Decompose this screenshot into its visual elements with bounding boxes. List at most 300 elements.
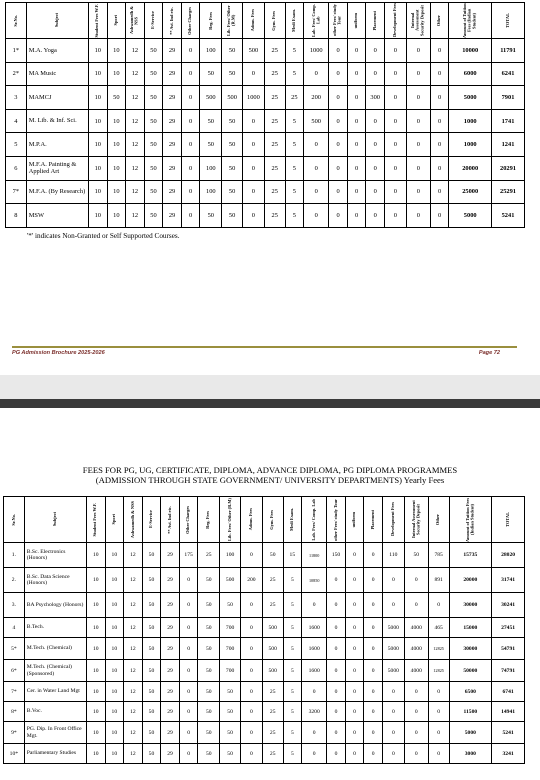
column-header [24,497,86,543]
table-cell: 50 [220,593,241,618]
column-header [200,3,222,39]
table-cell: 0 [327,682,346,702]
table-cell: 0 [329,109,348,133]
column-header-label: E-Service [148,510,154,529]
table-cell: 10 [87,593,106,618]
table-cell: 10 [89,109,108,133]
table-cell: 300 [366,86,385,110]
table-cell: 0 [406,62,430,86]
table-cell: 10* [4,744,25,764]
table-cell: 10 [107,109,126,133]
column-header-label: Subject [54,13,60,28]
table-cell: 0 [364,568,383,593]
column-header-label: Lab. Fees/ Comp. Lab [310,4,321,37]
table-cell: 50 [222,62,243,86]
table-cell: 500 [220,568,241,593]
table-cell: 50 [142,593,161,618]
table-cell: 0 [382,702,404,722]
table-cell: 100 [220,543,241,568]
table-cell: 0 [428,593,449,618]
table-cell: 0 [347,86,366,110]
table-cell: 50 [222,133,243,157]
table-cell: 8* [4,702,25,722]
column-header [345,497,364,543]
table-cell: 10 [107,156,126,180]
table-row [4,660,525,682]
table-cell: 11800 [302,543,327,568]
table-row [6,109,525,133]
table-cell: 12 [124,618,143,638]
table-cell: 700 [220,618,241,638]
table-cell: 5 [283,744,302,764]
table-cell: 0 [181,39,200,63]
column-header-label: Medi Exam. [291,9,297,32]
table-cell: 0 [329,156,348,180]
table-header-row [6,3,525,39]
table-cell: 1* [6,39,27,63]
table-cell: 0 [366,133,385,157]
table-cell: 50 [107,86,126,110]
table-cell: 0 [404,682,428,702]
table-cell: 5000 [382,618,404,638]
table-cell: 50 [222,204,243,228]
table-cell: 5 [283,568,302,593]
table-cell: 1600 [302,618,327,638]
table-cell: 50 [142,744,161,764]
table-cell: 10 [87,568,106,593]
table-cell: 500 [262,638,283,660]
table-row [4,593,525,618]
table-cell: M.Tech. (Chemical) [24,638,86,660]
table-cell: 6241 [492,62,525,86]
table-cell: 4000 [404,638,428,660]
table-cell: 0 [384,86,406,110]
table-cell: M.A. Yoga [26,39,88,63]
table-cell: 0 [179,660,198,682]
table-cell: 0 [181,109,200,133]
column-header [449,497,492,543]
table-cell: 0 [366,62,385,86]
column-header [142,497,161,543]
table-cell: 0 [430,156,449,180]
table-cell: 50 [144,156,163,180]
table-cell: 1000 [449,133,492,157]
column-header-label: Admn. Fees [248,508,254,531]
table-cell: 500 [304,109,329,133]
column-header-label: Placement [371,10,377,31]
column-header-label: Other [436,14,442,27]
table-cell: 100 [200,156,222,180]
table-cell: 10 [89,39,108,63]
table-cell: 0 [242,156,264,180]
table-row [6,86,525,110]
table-cell: 0 [428,682,449,702]
table-cell: 50 [142,702,161,722]
table-cell: 0 [240,543,262,568]
table-cell: 50 [222,39,243,63]
column-header [264,3,285,39]
table-cell: 0 [382,682,404,702]
table-cell: 0 [364,722,383,744]
table-row [6,156,525,180]
table-cell: 0 [384,180,406,204]
table-cell: 50 [142,682,161,702]
table-cell: 50 [200,62,222,86]
column-header [222,3,243,39]
table-cell: 25291 [492,180,525,204]
table-cell: 6* [4,660,25,682]
table-cell: 10 [87,660,106,682]
column-header [492,497,525,543]
table-cell: 0 [181,62,200,86]
column-header-label: TOTAL [504,13,510,28]
table-cell: 0 [364,702,383,722]
table-cell: 50 [142,568,161,593]
table-cell: 110 [382,543,404,568]
fees-table-ug-diploma [3,496,525,764]
table-cell: 0 [242,133,264,157]
table-cell: 1000 [304,39,329,63]
table-cell: 25 [264,133,285,157]
table-cell: 0 [240,618,262,638]
column-header [163,3,182,39]
table-cell: 50 [198,593,220,618]
table-cell: 29 [161,722,180,744]
table-row [6,180,525,204]
table-cell: 50 [142,660,161,682]
table-cell: 5 [285,156,304,180]
table-cell: 29 [163,204,182,228]
brochure-page-72 [0,0,540,375]
table-cell: 10 [87,543,106,568]
table-cell: 12 [126,133,145,157]
table-cell: 5241 [492,722,525,744]
table-cell: 3200 [302,702,327,722]
column-header-label: Other [435,513,441,526]
table-row [6,39,525,63]
table-cell: 0 [327,618,346,638]
table-row [4,568,525,593]
table-cell: 0 [347,62,366,86]
table-cell: 0 [179,638,198,660]
table-cell: 10 [107,180,126,204]
table-cell: 12825 [428,638,449,660]
table-cell: 0 [302,593,327,618]
table-cell: 12 [124,660,143,682]
table-cell: 50 [220,702,241,722]
table-cell: 0 [345,593,364,618]
table-cell: 25000 [449,180,492,204]
table-cell: 5000 [449,86,492,110]
column-header-label: Lib. Fees/ Other (R.M) [226,5,237,36]
column-header-label: Other Charges [185,505,191,534]
table-cell: 0 [302,682,327,702]
table-cell: 0 [364,682,383,702]
column-header [126,3,145,39]
table-cell: 5000 [382,638,404,660]
table-cell: 0 [179,593,198,618]
table-cell: 25 [264,109,285,133]
table-cell: 0 [347,180,366,204]
table-cell: 11500 [449,702,492,722]
table-cell: 1741 [492,109,525,133]
table-cell: 29 [161,702,180,722]
table-cell: 50 [198,744,220,764]
table-cell: 0 [406,86,430,110]
table-cell: 0 [430,86,449,110]
table-cell: 3000 [449,744,492,764]
table-cell: 0 [327,722,346,744]
table-cell: 5 [285,133,304,157]
table-cell: 7* [6,180,27,204]
table-cell: 465 [428,618,449,638]
table-cell: 5 [283,593,302,618]
table-cell: 10 [87,744,106,764]
column-header [262,497,283,543]
table-cell: 0 [329,204,348,228]
table-cell: MSW [26,204,88,228]
fees-table-pg [5,2,525,228]
table-cell: 0 [382,744,404,764]
table-cell: 0 [384,62,406,86]
table-cell: 50 [200,204,222,228]
table-cell: 1600 [302,638,327,660]
table-cell: 2* [6,62,27,86]
table-cell: 0 [406,156,430,180]
column-header-label: Sr.No. [10,513,16,526]
table-cell: 10000 [449,39,492,63]
column-header [327,497,346,543]
table-cell: 0 [329,86,348,110]
table-cell: 31741 [492,568,525,593]
table-cell: 50 [144,62,163,86]
table-cell: 0 [327,744,346,764]
table-cell: 500 [262,618,283,638]
table-cell: B.Voc. [24,702,86,722]
table-cell: 10 [105,568,124,593]
table-cell: 6741 [492,682,525,702]
column-header [283,497,302,543]
table-cell: 0 [304,156,329,180]
column-header-label: TOTAL [504,512,510,527]
table-cell: 12 [126,109,145,133]
table-cell: 25 [264,156,285,180]
table-row [6,62,525,86]
table-cell: 10 [89,86,108,110]
table-cell: 4 [6,109,27,133]
table-cell: 0 [181,156,200,180]
table-row [6,204,525,228]
table-cell: 5 [285,62,304,86]
column-header-label: uniform [351,511,357,528]
table-cell: 10 [87,682,106,702]
table-cell: 0 [347,204,366,228]
table-cell: 0 [327,638,346,660]
table-cell: 0 [240,722,262,744]
table-cell: 10 [105,722,124,744]
column-header [406,3,430,39]
table-cell: 0 [382,568,404,593]
table-cell: 0 [181,86,200,110]
table-cell: 0 [404,568,428,593]
table-cell: 25 [262,702,283,722]
table-cell: 0 [304,180,329,204]
table-cell: 0 [179,722,198,744]
table-cell: 0 [345,543,364,568]
table-cell: 0 [366,156,385,180]
table-row [4,722,525,744]
column-header [492,3,525,39]
table-cell: 0 [345,722,364,744]
column-header [181,3,200,39]
table-cell: 5241 [492,204,525,228]
table-cell: 0 [327,568,346,593]
table-cell: 0 [364,660,383,682]
table-cell: 5 [6,133,27,157]
column-header-label: Sport [111,514,117,525]
table-cell: 0 [364,618,383,638]
column-header [242,3,264,39]
table-cell: 29 [163,86,182,110]
table-cell: 50 [200,133,222,157]
table-cell: 50 [404,543,428,568]
column-header-label: other Fees/ study Tour [332,498,338,541]
table-cell: 12 [126,204,145,228]
table-cell: 0 [345,744,364,764]
table-cell: 0 [242,62,264,86]
table-cell: Parliamentary Studies [24,744,86,764]
column-header [329,3,348,39]
column-header-label: Amount of Tuition Fees (Indian Student) [464,497,475,542]
table-cell: 5 [283,618,302,638]
table-cell: 0 [430,204,449,228]
table-cell: 0 [404,722,428,744]
table-cell: 0 [366,180,385,204]
table-cell: 0 [304,62,329,86]
table-cell: 20000 [449,568,492,593]
table-cell: 30000 [449,593,492,618]
table-cell: 12 [124,543,143,568]
table-cell: 20000 [449,156,492,180]
table-cell: 25 [264,86,285,110]
column-header [4,497,25,543]
table-cell: 50 [198,568,220,593]
table-row [4,682,525,702]
table-cell: 29 [161,543,180,568]
table-cell: 0 [384,39,406,63]
table-cell: 29 [161,618,180,638]
table-cell: 10 [105,638,124,660]
table-cell: 27451 [492,618,525,638]
table-header-row [4,497,525,543]
table-cell: Cer. in Water Land Mgt [24,682,86,702]
table-cell: 50 [262,543,283,568]
table-cell: 100 [200,180,222,204]
table-cell: 20291 [492,156,525,180]
table-cell: 12 [124,722,143,744]
column-header-label: ** Avi. Ind etc. [166,505,172,534]
table-cell: 50 [142,618,161,638]
table-cell: 0 [406,180,430,204]
table-cell: 0 [327,702,346,722]
table-cell: 0 [345,568,364,593]
table-cell: 25 [262,593,283,618]
column-header [302,497,327,543]
column-header [428,497,449,543]
table-cell: 0 [347,109,366,133]
table-row [4,638,525,660]
table-cell: 12 [126,86,145,110]
table-cell: 50 [220,682,241,702]
table-cell: 0 [304,133,329,157]
table-cell: 0 [327,593,346,618]
table-cell: 0 [240,744,262,764]
column-header [89,3,108,39]
table-cell: 11791 [492,39,525,63]
table-cell: 0 [302,722,327,744]
table-cell: 6000 [449,62,492,86]
table-cell: 10 [107,39,126,63]
table-cell: 1000 [242,86,264,110]
table-cell: 25 [264,204,285,228]
column-header-label: Ashwamedh & NSS [129,500,135,539]
table-cell: 0 [366,109,385,133]
table-cell: 50 [222,156,243,180]
column-header [285,3,304,39]
column-header [404,497,428,543]
table-cell: 15 [283,543,302,568]
table-cell: 0 [240,638,262,660]
table-cell: 10 [89,180,108,204]
column-header-label: Sr.No. [12,14,18,27]
table-cell: 50 [144,204,163,228]
table-cell: 10 [107,62,126,86]
table-cell: BA Psychology (Honors) [24,593,86,618]
table-cell: 12 [124,568,143,593]
column-header-label: Amount of Tuition Fees (Indian Student) [462,3,477,38]
footnote: '*' indicates Non-Granted or Self Supported Courses. [27,232,180,240]
table-cell: MAMCJ [26,86,88,110]
column-header-label: Subject [52,512,58,527]
table-cell: 29 [161,682,180,702]
table-cell: M.F.A. Painting & Applied Art [26,156,88,180]
table-cell: 0 [181,180,200,204]
table-cell: 50000 [449,660,492,682]
column-header [144,3,163,39]
table-cell: 0 [329,133,348,157]
table-cell: 0 [366,39,385,63]
table-cell: 3. [4,593,25,618]
column-header-label: Sport [113,15,119,26]
table-cell: 12 [126,156,145,180]
table-cell: 0 [406,39,430,63]
column-header-label: Development Fees [392,3,398,38]
table-cell: 0 [364,593,383,618]
table-cell: 150 [327,543,346,568]
table-cell: 29 [161,568,180,593]
table-cell: 29 [163,109,182,133]
table-cell: 0 [430,109,449,133]
table-cell: 5* [4,638,25,660]
table-cell: 0 [329,39,348,63]
table-cell: 10 [87,722,106,744]
page-title [40,465,500,486]
column-header-label: other Fees/ study Tour [332,4,343,37]
title-line-1: FEES FOR PG, UG, CERTIFICATE, DIPLOMA, ADVANCE DIPLOMA, PG DIPLOMA PROGRAMMES [82,465,458,475]
column-header-label: Other Charges [187,6,193,35]
table-cell: M.F.A. (By Research) [26,180,88,204]
table-cell: 0 [179,618,198,638]
